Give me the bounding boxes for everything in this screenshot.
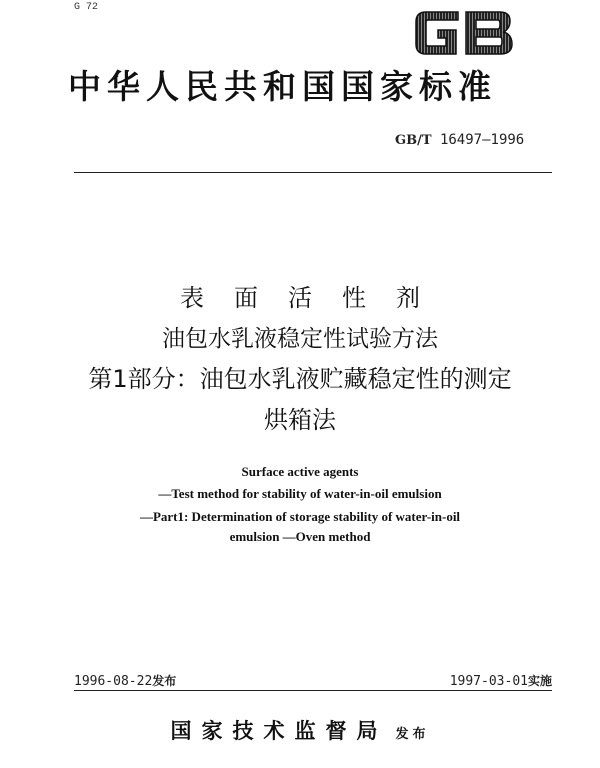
implement-date-label: 实施 xyxy=(527,674,552,688)
standard-number xyxy=(395,132,524,148)
classification-code: G 72 xyxy=(74,2,99,13)
organization-title: 中华人民共和国国家标准 xyxy=(68,67,497,106)
gb-logo-icon xyxy=(412,4,516,60)
title-cn-line2: 油包水乳液稳定性试验方法 xyxy=(162,326,438,352)
title-en-line4: emulsion —Oven method xyxy=(229,529,371,544)
issue-date-value: 1996-08-22 xyxy=(74,674,153,689)
implement-date-value: 1997-03-01 xyxy=(449,674,528,689)
title-en-line3: —Part1: Determination of storage stability of water-in-oil xyxy=(139,509,461,524)
title-cn-line3: 第1部分：油包水乳液贮藏稳定性的测定 xyxy=(88,365,512,393)
top-divider xyxy=(74,172,552,173)
title-en-line2: —Test method for stability of water-in-oil emulsion xyxy=(158,486,442,501)
title-cn-line4: 烘箱法 xyxy=(264,406,336,434)
title-cn-line1: 表面活性剂 xyxy=(180,284,450,312)
publisher-action: 发布 xyxy=(395,727,430,742)
publisher xyxy=(0,720,600,741)
title-en-line1: Surface active agents xyxy=(241,464,359,479)
bottom-divider xyxy=(74,690,552,691)
standard-number-value: 16497—1996 xyxy=(431,132,525,148)
issue-date xyxy=(74,672,176,689)
standard-number-prefix: GB/T xyxy=(395,133,432,148)
issue-date-label: 发布 xyxy=(152,674,177,688)
publisher-name: 国家技术监督局 xyxy=(170,718,388,743)
implement-date xyxy=(450,672,552,689)
